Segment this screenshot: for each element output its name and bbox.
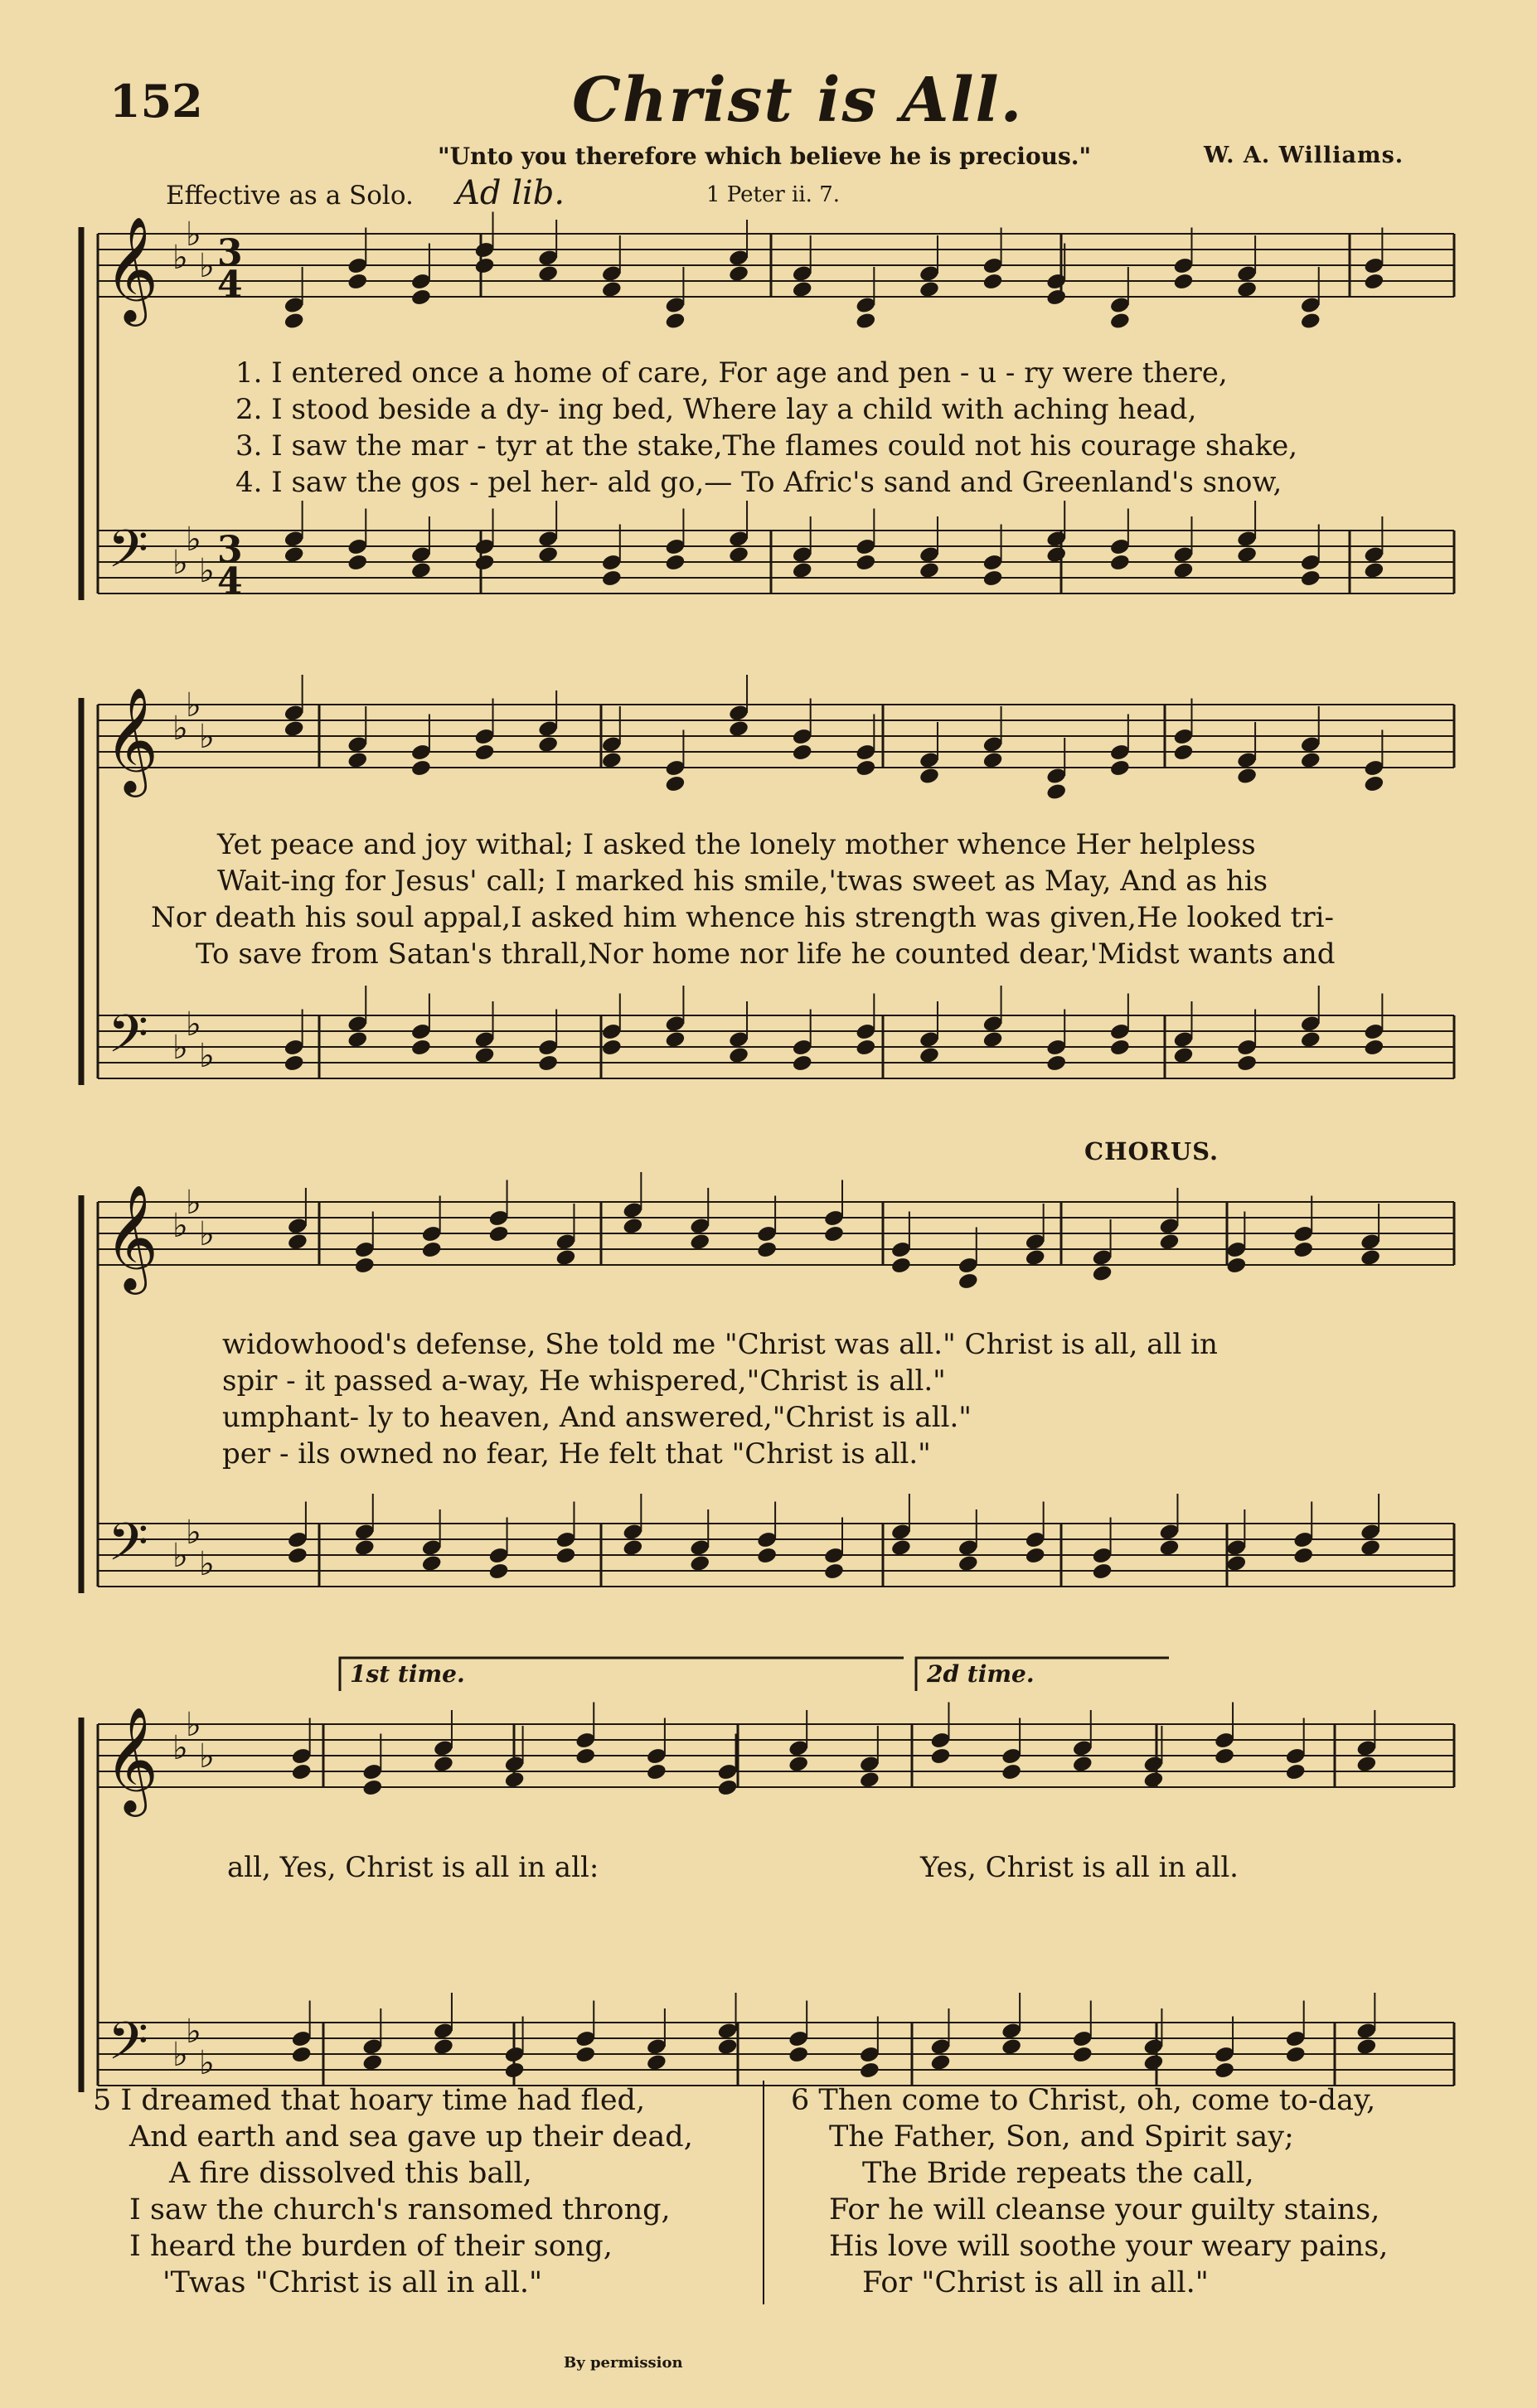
flat-sign: ♭ [172, 710, 188, 748]
note-head [1236, 280, 1258, 299]
time-signature: 4 [217, 560, 243, 603]
note-head [1072, 2045, 1093, 2064]
note-head [410, 758, 432, 778]
note-head [859, 2061, 880, 2080]
note-head [1355, 2037, 1377, 2057]
note-head [958, 1554, 979, 1573]
flat-sign: ♭ [199, 1037, 215, 1075]
note-head [788, 1755, 809, 1774]
note-head [421, 1554, 443, 1573]
lyric-verse-4: To save from Satan's thrall,Nor home nor life he counted dear,'Midst wants and [196, 938, 1336, 971]
lyric-verse-3: 3. I saw the mar - tyr at the stake,The flames could not his courage shake, [235, 429, 1298, 463]
note-head [347, 1030, 368, 1049]
note-head [537, 264, 559, 283]
note-head [601, 1038, 623, 1057]
lyric-verse-1: 1. I entered once a home of care, For age and pen - u - ry were there, [235, 356, 1228, 390]
note-head [1355, 1755, 1377, 1774]
note-head [1091, 1264, 1113, 1283]
note-head [716, 2037, 738, 2057]
chorus-lyric-first-ending: all, Yes, Christ is all in all: [227, 1851, 599, 1884]
note-head [1045, 545, 1067, 564]
note-head [487, 1562, 509, 1581]
note-head [792, 561, 813, 580]
scripture-reference: 1 Peter ii. 7. [706, 182, 841, 207]
note-head [982, 1030, 1004, 1049]
note-head [919, 280, 940, 299]
note-head [664, 553, 686, 572]
note-head [728, 719, 749, 739]
note-head [792, 280, 813, 299]
note-head [823, 1224, 845, 1243]
note-head [1300, 569, 1321, 588]
note-head [347, 751, 368, 770]
note-head [1109, 758, 1131, 778]
flat-sign: ♭ [186, 1005, 201, 1044]
treble-clef-icon: 𝄞 [104, 686, 159, 792]
note-head [1360, 1538, 1381, 1558]
tempo-marking: Ad lib. [456, 174, 565, 212]
chorus-label: CHORUS. [1084, 1137, 1219, 1165]
note-head [1045, 288, 1067, 307]
flat-sign: ♭ [172, 544, 188, 582]
note-head [287, 1546, 308, 1565]
flat-sign: ♭ [172, 239, 188, 277]
note-head [1045, 1054, 1067, 1073]
note-head [919, 1046, 940, 1065]
note-head [1363, 272, 1384, 291]
epigraph: "Unto you therefore which believe he is precious." [438, 143, 1092, 170]
note-head [1214, 2061, 1235, 2080]
note-head [1360, 1248, 1381, 1267]
note-head [473, 256, 495, 275]
note-head [601, 751, 623, 770]
flat-sign: ♭ [199, 1215, 215, 1253]
note-head [284, 312, 305, 331]
note-head [1172, 1046, 1194, 1065]
note-head [792, 1054, 813, 1073]
note-head [1172, 272, 1194, 291]
note-head [859, 1771, 880, 1790]
note-head [823, 1562, 845, 1581]
note-head [1001, 1762, 1022, 1781]
note-head [284, 545, 305, 564]
permission-note: By permission [564, 2354, 683, 2372]
treble-clef-icon: 𝄞 [104, 1184, 159, 1290]
note-head [291, 2045, 313, 2064]
note-head [1363, 774, 1384, 793]
note-head [622, 1538, 643, 1558]
note-head [890, 1256, 912, 1275]
verse-5-line: And earth and sea gave up their dead, [129, 2120, 693, 2154]
note-head [1172, 561, 1194, 580]
note-head [958, 1272, 979, 1291]
note-head [1158, 1538, 1180, 1558]
note-head [1300, 1030, 1321, 1049]
verse-5-line: 'Twas "Christ is all in all." [162, 2266, 543, 2299]
lyric-verse-2: Wait-ing for Jesus' call; I marked his smile,'twas sweet as May, And as his [217, 865, 1268, 898]
note-head [919, 767, 940, 786]
flat-sign: ♭ [172, 1207, 188, 1245]
verse-6-line: For "Christ is all in all." [862, 2266, 1209, 2299]
note-head [1236, 1054, 1258, 1073]
note-head [1025, 1546, 1046, 1565]
note-head [1142, 1771, 1164, 1790]
chorus-lyric-second-ending: Yes, Christ is all in all. [920, 1851, 1239, 1884]
note-head [537, 545, 559, 564]
note-head [890, 1538, 912, 1558]
flat-sign: ♭ [172, 1729, 188, 1767]
note-head [756, 1240, 778, 1259]
note-head [473, 553, 495, 572]
note-head [1172, 743, 1194, 762]
note-head [982, 751, 1004, 770]
flat-sign: ♭ [172, 1029, 188, 1067]
note-head [1158, 1233, 1180, 1252]
note-head [689, 1554, 710, 1573]
note-head [982, 569, 1004, 588]
note-head [792, 743, 813, 762]
time-signature: 3 [217, 232, 243, 274]
note-head [1142, 2053, 1164, 2072]
note-head [1001, 2037, 1022, 2057]
flat-sign: ♭ [199, 718, 215, 756]
verse-5-line: 5 I dreamed that hoary time had fled, [93, 2084, 646, 2117]
note-head [756, 1546, 778, 1565]
note-head [433, 2037, 454, 2057]
treble-clef-icon: 𝄞 [104, 1706, 159, 1812]
note-head [361, 2053, 383, 2072]
lyric-verse-2: 2. I stood beside a dy- ing bed, Where lay a child with aching head, [235, 393, 1197, 426]
second-ending-label: 2d time. [927, 1660, 1035, 1688]
note-head [504, 1771, 526, 1790]
note-head [788, 2045, 809, 2064]
lyric-verse-3: Nor death his soul appal,I asked him whence his strength was given,He looked tri- [151, 901, 1334, 934]
note-head [291, 1762, 313, 1781]
flat-sign: ♭ [199, 552, 215, 590]
note-head [1363, 561, 1384, 580]
note-head [716, 1778, 738, 1797]
note-head [555, 1248, 576, 1267]
note-head [537, 1054, 559, 1073]
note-head [1292, 1240, 1314, 1259]
lyric-verse-4: per - ils owned no fear, He felt that "Christ is all." [222, 1437, 931, 1470]
note-head [728, 545, 749, 564]
note-head [1292, 1546, 1314, 1565]
note-head [287, 1233, 308, 1252]
note-head [1236, 767, 1258, 786]
note-head [929, 2053, 951, 2072]
note-head [284, 1054, 305, 1073]
flat-sign: ♭ [186, 1184, 201, 1222]
note-head [622, 1217, 643, 1236]
note-head [284, 719, 305, 739]
lyric-verse-3: umphant- ly to heaven, And answered,"Christ is all." [222, 1401, 972, 1434]
hymn-title: Christ is All. [572, 65, 1024, 136]
verse-divider [763, 2081, 764, 2304]
flat-sign: ♭ [186, 1514, 201, 1552]
note-head [410, 1038, 432, 1057]
note-head [1109, 312, 1131, 331]
note-head [487, 1224, 509, 1243]
treble-clef-icon: 𝄞 [104, 216, 159, 322]
note-head [354, 1538, 376, 1558]
flat-sign: ♭ [186, 216, 201, 254]
note-head [354, 1256, 376, 1275]
note-head [601, 280, 623, 299]
note-head [929, 1747, 951, 1766]
note-head [575, 1747, 596, 1766]
first-ending-label: 1st time. [350, 1660, 465, 1688]
verse-6-line: For he will cleanse your guilty stains, [829, 2193, 1380, 2226]
note-head [410, 561, 432, 580]
note-head [1363, 1038, 1384, 1057]
note-head [664, 1030, 686, 1049]
flat-sign: ♭ [199, 247, 215, 285]
flat-sign: ♭ [172, 1537, 188, 1575]
note-head [728, 1046, 749, 1065]
note-head [601, 569, 623, 588]
note-head [555, 1546, 576, 1565]
note-head [347, 553, 368, 572]
note-head [1285, 2045, 1307, 2064]
flat-sign: ♭ [186, 2013, 201, 2051]
flat-sign: ♭ [199, 2044, 215, 2082]
page-number: 152 [109, 75, 203, 128]
verse-6-line: The Father, Son, and Spirit say; [829, 2120, 1294, 2154]
note-head [473, 1046, 495, 1065]
note-head [504, 2061, 526, 2080]
lyric-verse-4: 4. I saw the gos - pel her- ald go,— To Afric's sand and Greenland's snow, [235, 466, 1282, 499]
performance-note: Effective as a Solo. [166, 181, 414, 211]
lyric-verse-2: spir - it passed a-way, He whispered,"Christ is all." [222, 1364, 946, 1398]
note-head [347, 272, 368, 291]
note-head [1109, 553, 1131, 572]
note-head [410, 288, 432, 307]
note-head [1236, 545, 1258, 564]
time-signature: 3 [217, 529, 243, 571]
note-head [855, 1038, 876, 1057]
composer-credit: W. A. Williams. [1204, 143, 1404, 168]
flat-sign: ♭ [186, 521, 201, 559]
note-head [1045, 782, 1067, 802]
note-head [1300, 751, 1321, 770]
note-head [689, 1233, 710, 1252]
note-head [855, 312, 876, 331]
note-head [1225, 1554, 1247, 1573]
bass-clef-icon: 𝄢 [108, 518, 148, 592]
note-head [646, 2053, 667, 2072]
note-head [1225, 1256, 1247, 1275]
note-head [1214, 1747, 1235, 1766]
flat-sign: ♭ [172, 2036, 188, 2074]
lyric-verse-1: widowhood's defense, She told me "Christ was all." Christ is all, all in [222, 1328, 1218, 1361]
flat-sign: ♭ [186, 686, 201, 724]
note-head [1091, 1562, 1113, 1581]
bass-clef-icon: 𝄢 [108, 1511, 148, 1585]
note-head [982, 272, 1004, 291]
note-head [664, 774, 686, 793]
note-head [919, 561, 940, 580]
verse-6-line: 6 Then come to Christ, oh, come to-day, [791, 2084, 1376, 2117]
note-head [1285, 1762, 1307, 1781]
verse-5-line: I heard the burden of their song, [129, 2230, 613, 2263]
verse-5-line: I saw the church's ransomed throng, [129, 2193, 671, 2226]
flat-sign: ♭ [186, 1706, 201, 1744]
note-head [855, 758, 876, 778]
note-head [361, 1778, 383, 1797]
note-head [855, 553, 876, 572]
note-head [1300, 312, 1321, 331]
flat-sign: ♭ [199, 1737, 215, 1776]
note-head [433, 1755, 454, 1774]
bass-clef-icon: 𝄢 [108, 1003, 148, 1077]
verse-6-line: The Bride repeats the call, [862, 2157, 1254, 2190]
note-head [537, 735, 559, 754]
note-head [646, 1762, 667, 1781]
note-head [1072, 1755, 1093, 1774]
note-head [1109, 1038, 1131, 1057]
verse-6-line: His love will soothe your weary pains, [829, 2230, 1389, 2263]
note-head [421, 1240, 443, 1259]
lyric-verse-1: Yet peace and joy withal; I asked the lonely mother whence Her helpless [217, 828, 1256, 861]
bass-clef-icon: 𝄢 [108, 2010, 148, 2084]
note-head [575, 2045, 596, 2064]
note-head [728, 264, 749, 283]
verse-5-line: A fire dissolved this ball, [169, 2157, 532, 2190]
note-head [664, 312, 686, 331]
note-head [1025, 1248, 1046, 1267]
flat-sign: ♭ [199, 1545, 215, 1583]
time-signature: 4 [217, 264, 243, 306]
note-head [473, 743, 495, 762]
